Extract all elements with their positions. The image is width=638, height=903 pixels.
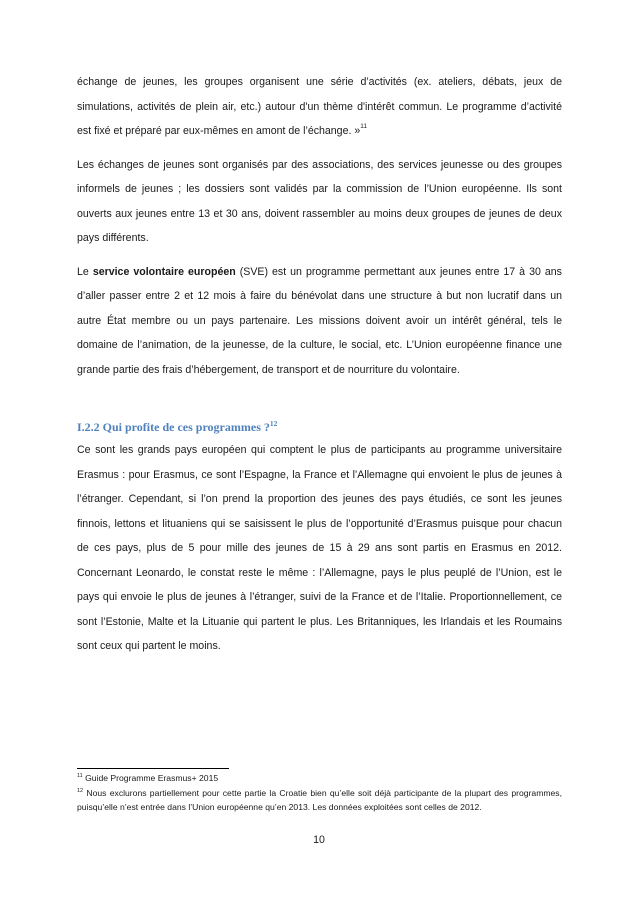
paragraph-beneficiaries: Ce sont les grands pays européen qui comptent le plus de participants au programme universitaire Erasmus : pour Erasmus, ce sont l’Espagne, la France et l’Allemagne qui envoient le plus de jeunes à l’étranger. Cependant, si l’on prend la proportion des jeunes des pays étudiés, ce sont les jeunes finnois, lettons et lituaniens qui se saisissent le plus de l’opportunité d’Erasmus puisque pour chacun de ces pays, plus de 5 pour mille des jeunes de 15 à 29 ans sont partis en Erasmus en 2012. Concernant Leonardo, le constat reste le même : l’Allemagne, pays le plus peuplé de l’Union, est le pays qui envoie le plus de jeunes à l’étranger, suivi de la France et de l’Italie. Proportionnellement, ce sont l’Estonie, Malte et la Lituanie qui partent le plus. Les Britanniques, les Irlandais et les Roumains sont ceux qui partent le moins. [77, 444, 562, 652]
footnote-ref-12: 12 [269, 419, 278, 428]
paragraph-text: Le [77, 265, 93, 278]
footnote-text: Nous exclurons partiellement pour cette partie la Croatie bien qu’elle soit déjà participante de la plupart des programmes, puisqu’elle n’est entrée dans l’Union européenne qu’en 2013. Les données exploitées sont celles de 2012. [77, 787, 562, 812]
footnote-number: 11 [77, 773, 83, 779]
paragraph-text: échange de jeunes, les groupes organisent une série d’activités (ex. ateliers, débats, jeux de simulations, activités de plein air, etc.) autour d'un thème d'intérêt commun. Le programme d’activité est fixé et préparé par eux-mêmes en amont de l’échange. » [77, 76, 562, 137]
paragraph-youth-exchanges: Les échanges de jeunes sont organisés par des associations, des services jeunesse ou des groupes informels de jeunes ; les dossiers sont validés par la commission de l’Union européenne. Ils sont ouverts aux jeunes entre 13 et 30 ans, doivent rassembler au moins deux groupes de jeunes de deux pays différents. [77, 158, 562, 244]
body-text [77, 70, 562, 659]
footnote-ref-11: 11 [360, 123, 367, 130]
section-heading-text: I.2.2 Qui profite de ces programmes ? [77, 420, 270, 434]
footnote-12 [77, 786, 562, 815]
section-heading [77, 416, 562, 438]
sve-term: service volontaire européen [92, 265, 236, 278]
page-number: 10 [313, 834, 325, 846]
footnote-11 [77, 771, 562, 786]
paragraph-text: (SVE) est un programme permettant aux jeunes entre 17 à 30 ans d’aller passer entre 2 et 12 mois à faire du bénévolat dans une structure à but non lucratif dans un autre État membre ou un pays partenaire. Les missions doivent avoir un intérêt général, tels le domaine de l’animation, de la jeunesse, de la culture, le social, etc. L’Union européenne finance une grande partie des frais d’hébergement, de transport et de nourriture du volontaire. [77, 265, 562, 376]
footnotes [77, 771, 562, 815]
footnote-number: 12 [77, 787, 84, 794]
paragraph-exchange-activities [77, 70, 562, 144]
footnote-text: Guide Programme Erasmus+ 2015 [82, 773, 219, 783]
paragraph-sve [77, 260, 562, 383]
footnote-separator [77, 768, 229, 769]
